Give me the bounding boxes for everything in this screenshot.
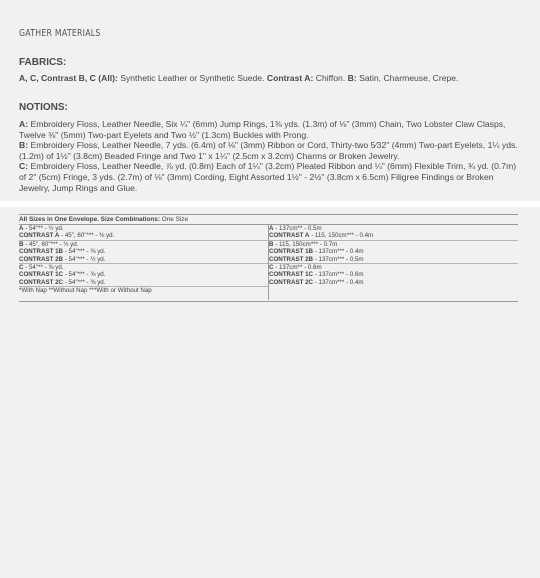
fabrics-text: [19, 73, 524, 84]
row-value: - 137cm*** - 0.5m: [313, 255, 364, 263]
table-row: [269, 232, 518, 239]
table-row: [19, 248, 268, 255]
fabrics-title: FABRICS:: [19, 57, 67, 68]
notion-label: C:: [19, 161, 29, 172]
notion-label: B:: [19, 140, 29, 151]
fabrics-contrast-a-label: Contrast A:: [266, 73, 314, 83]
row-value: - 137cm** - 0.6m: [273, 263, 322, 271]
table-row: [19, 240, 268, 248]
row-value: - 115, 150cm*** - 0.4m: [309, 232, 374, 240]
section-divider: [0, 201, 540, 207]
row-label: CONTRAST 2C: [19, 278, 64, 286]
row-label: B: [19, 240, 24, 248]
fabrics-b-label: B:: [347, 73, 357, 83]
row-label: C: [19, 263, 24, 271]
page-heading: GATHER MATERIALS: [19, 28, 101, 39]
row-label: A: [269, 225, 274, 232]
row-label: CONTRAST 2B: [19, 255, 64, 263]
row-label: CONTRAST 1C: [19, 271, 64, 279]
row-label: CONTRAST A: [269, 232, 310, 240]
row-value: - 137cm*** - 0.4m: [313, 278, 364, 286]
notions-title: NOTIONS:: [19, 102, 68, 113]
table-row: [269, 248, 518, 255]
fabrics-contrast-a-text: Chiffon.: [313, 73, 348, 83]
table-header-text: One Size: [159, 216, 189, 223]
table-row: [19, 263, 268, 271]
row-label: CONTRAST A: [19, 232, 60, 240]
notion-item-b: [19, 140, 524, 161]
metric-column: [269, 225, 518, 286]
row-value: - 54"*** - ½ yd.: [63, 255, 106, 263]
notion-text: Embroidery Floss, Leather Needle, 7 yds. (6.4m) of ⅛" (3mm) Ribbon or Cord, Thirty-two 5⁄32" (4mm) Two-part Eyelets, 1¼ yds. (1.2m) of 1½" (3.8cm) Beaded Fringe and Two 1" x 1¼" (2.5cm x 3.2cm) Charms or Broken Jewelry.: [19, 140, 518, 161]
row-value: - 54"** - ⅝ yd.: [23, 263, 64, 271]
table-row: [269, 279, 518, 286]
yardage-table: [19, 214, 518, 302]
table-row: [19, 271, 268, 278]
row-value: - 54"** - ½ yd.: [23, 225, 64, 232]
table-row: [19, 225, 268, 232]
row-value: - 137cm*** - 0.4m: [313, 248, 364, 256]
table-row: [269, 240, 518, 248]
imperial-column: [19, 225, 269, 300]
fabrics-views-label: A, C, Contrast B, C (All):: [19, 73, 118, 83]
table-row: [269, 263, 518, 271]
row-label: CONTRAST 2B: [269, 255, 314, 263]
table-row: [19, 232, 268, 239]
fabrics-b-text: Satin, Charmeuse, Crepe.: [356, 73, 459, 83]
notion-item-a: [19, 119, 524, 140]
table-row: [269, 271, 518, 278]
table-row: [269, 225, 518, 232]
table-row: [19, 256, 268, 263]
row-value: - 45", 60"*** - ¾ yd.: [23, 240, 79, 248]
row-value: - 137cm** - 0.5m: [273, 225, 322, 232]
row-label: A: [19, 225, 24, 232]
row-value: - 45", 60"*** - ⅜ yd.: [59, 232, 115, 240]
table-row: [269, 256, 518, 263]
row-label: CONTRAST 1B: [19, 248, 64, 256]
notion-text: Embroidery Floss, Leather Needle, Six ¼" (6mm) Jump Rings, 1⅜ yds. (1.3m) of ⅛" (3mm) Chain, Two Lobster Claw Clasps, Twelve ⅜" (5mm) Two-part Eyelets and Two ½" (1.3cm) Buckles with Prong.: [19, 119, 506, 140]
row-value: - 54"*** - ⅜ yd.: [63, 248, 106, 256]
table-header-bold: All Sizes in One Envelope. Size Combinations:: [19, 216, 160, 223]
row-value: - 54"*** - ⅜ yd.: [63, 278, 106, 286]
row-value: - 54"*** - ⅝ yd.: [63, 271, 106, 279]
row-label: CONTRAST 1B: [269, 248, 314, 256]
notion-label: A:: [19, 119, 29, 129]
table-row: [19, 279, 268, 286]
row-label: CONTRAST 1C: [269, 271, 314, 279]
row-label: B: [269, 240, 274, 248]
table-header: [19, 215, 518, 225]
row-value: - 137cm*** - 0.6m: [313, 271, 364, 279]
notion-item-c: [19, 161, 524, 193]
notions-text: [19, 119, 524, 193]
fabrics-views-text: Synthetic Leather or Synthetic Suede.: [117, 73, 267, 83]
table-footnote: *With Nap **Without Nap ***With or Without Nap: [19, 286, 268, 294]
row-label: C: [269, 263, 274, 271]
row-value: - 115, 150cm*** - 0.7m: [273, 240, 338, 248]
row-label: CONTRAST 2C: [269, 278, 314, 286]
notion-text: Embroidery Floss, Leather Needle, ⅞ yd. (0.8m) Each of 1¼" (3.2cm) Pleated Ribbon and ¼" (6mm) Flexible Trim, ¾ yd. (0.7m) of 2" (5cm) Fringe, 3 yds. (2.7m) of ⅛" (3mm) Cording, Eight Assorted 1½" - 2½" (3.8cm x 6.5cm) Filigree Findings or Broken Jewelry, Jump Rings and Glue.: [19, 161, 517, 193]
